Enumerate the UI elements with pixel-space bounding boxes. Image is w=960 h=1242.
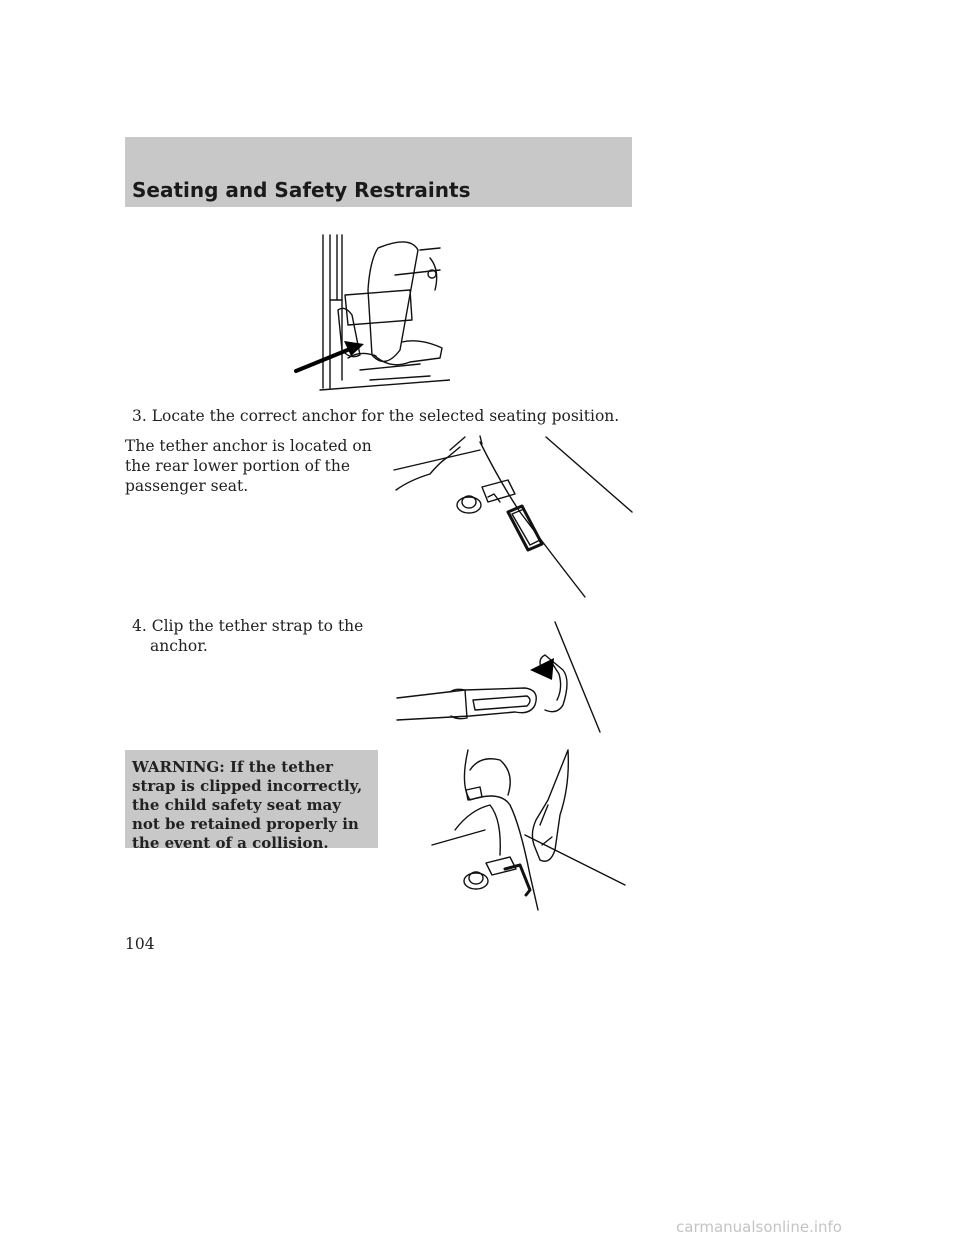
arrow-pointer-icon — [530, 658, 560, 684]
warning-text: WARNING: If the tether strap is clipped incorrectly, the child safety seat may not be retained properly in the event of a collision. — [132, 758, 363, 852]
figure-clip-strap-to-anchor — [395, 620, 610, 740]
figure-strap-attached-to-anchor — [430, 745, 630, 915]
watermark: carmanualsonline.info — [676, 1218, 842, 1236]
arrow-pointer-icon — [290, 335, 370, 385]
figure-seat-overview — [290, 230, 450, 398]
step-3-text: 3. Locate the correct anchor for the selected seating position. — [132, 407, 620, 425]
section-title: Seating and Safety Restraints — [132, 178, 471, 202]
page-number: 104 — [125, 935, 155, 953]
figure-tether-anchor-closeup — [390, 432, 635, 602]
step-4-text: 4. Clip the tether strap to the anchor. — [132, 617, 364, 655]
anchor-location-paragraph: The tether anchor is located on the rear lower portion of the passenger seat. — [125, 437, 372, 495]
